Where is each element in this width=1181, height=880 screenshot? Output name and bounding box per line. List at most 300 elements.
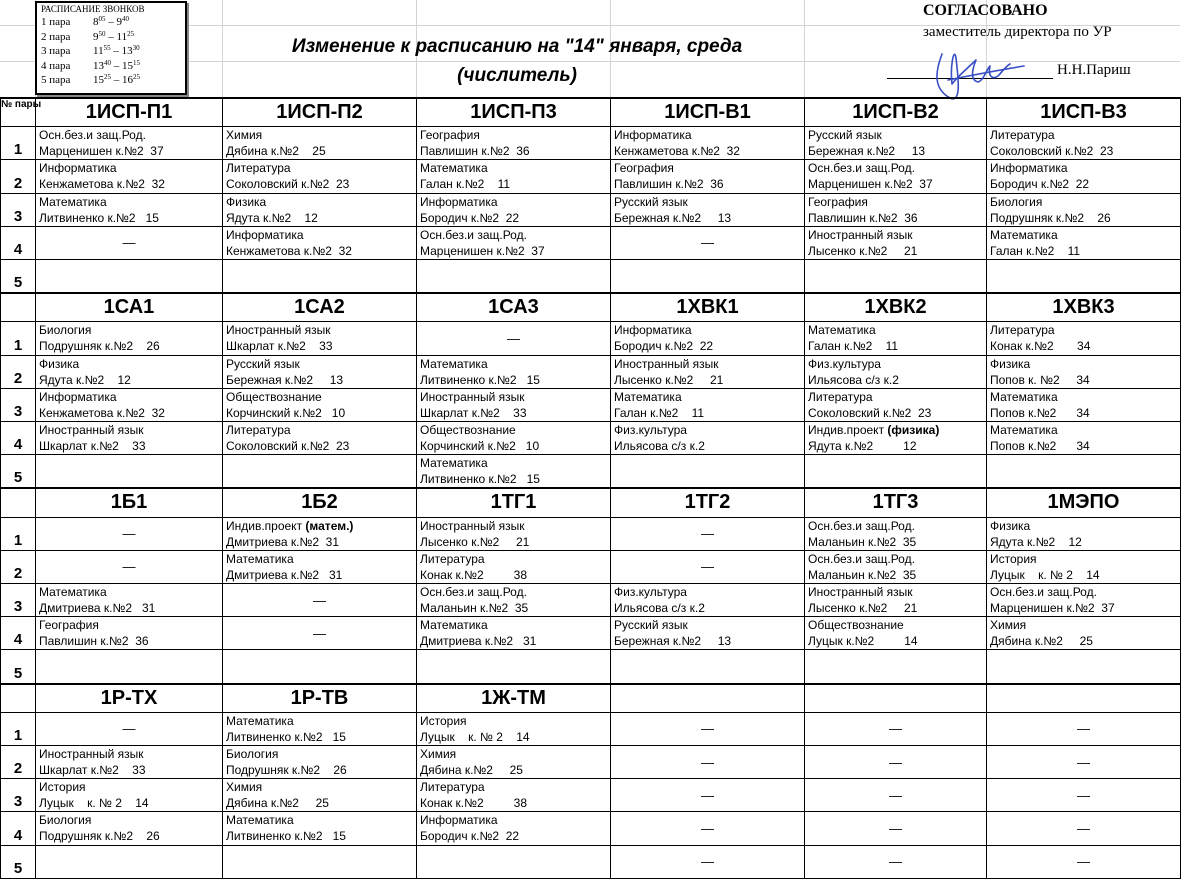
teacher-room: Дмитриева к.№2 31	[39, 600, 156, 615]
subject-name: Иностранный язык	[226, 323, 331, 338]
bell-time-separator: –	[105, 16, 117, 28]
subject-line	[987, 322, 1180, 338]
lesson-cell	[611, 517, 805, 550]
teacher-room: Павлишин к.№2 36	[614, 177, 724, 192]
no-lesson-dash: —	[701, 787, 714, 803]
lesson-cell	[223, 355, 417, 388]
teacher-room: Кенжаметова к.№2 32	[614, 144, 740, 159]
subject-name: Физ.культура	[614, 584, 687, 599]
teacher-room: Луцык к. № 2 14	[39, 796, 149, 811]
lesson-cell	[987, 583, 1181, 616]
subject-name: Информатика	[39, 161, 117, 176]
lesson-cell	[805, 745, 987, 778]
lesson-cell	[987, 712, 1181, 745]
lesson-cell	[223, 193, 417, 226]
subject-line	[417, 422, 610, 438]
lesson-cell	[987, 455, 1181, 489]
group-name: 1Р-ТХ	[36, 684, 223, 713]
bell-end-hour: 15	[122, 59, 133, 72]
lesson-cell	[223, 322, 417, 355]
subject-name: Математика	[39, 194, 107, 209]
group-name: 1ТГ3	[805, 488, 987, 517]
subject-name: Иностранный язык	[420, 518, 525, 533]
teacher-room: Бережная к.№2 13	[614, 210, 732, 225]
lesson-cell	[417, 127, 611, 160]
lesson-cell	[417, 322, 611, 355]
subject-line	[417, 455, 610, 471]
group-name: 1СА3	[417, 293, 611, 322]
subject-line	[223, 713, 416, 729]
subject-name: Физика	[990, 356, 1031, 371]
lesson-cell	[223, 812, 417, 845]
lesson-cell	[987, 845, 1181, 878]
subject-name: География	[39, 618, 99, 633]
group-header-row	[1, 488, 1181, 517]
subject-line	[36, 356, 222, 372]
teacher-room: Соколовский к.№2 23	[808, 405, 932, 420]
lesson-cell	[223, 226, 417, 259]
bell-end-hour: 9	[116, 16, 122, 28]
subject-line	[36, 812, 222, 828]
lesson-cell	[805, 517, 987, 550]
lesson-cell	[987, 517, 1181, 550]
lesson-row	[1, 583, 1181, 616]
lesson-cell	[611, 127, 805, 160]
lesson-cell	[611, 583, 805, 616]
lesson-row	[1, 845, 1181, 878]
subject-name: Математика	[39, 584, 107, 599]
lesson-cell	[36, 517, 223, 550]
subject-line	[987, 617, 1180, 633]
lesson-cell	[417, 421, 611, 454]
lesson-row	[1, 779, 1181, 812]
lesson-cell	[987, 322, 1181, 355]
subject-name: Биология	[990, 194, 1043, 209]
lesson-cell	[417, 812, 611, 845]
subject-line	[36, 584, 222, 600]
subject-name: Обществознание	[226, 389, 322, 404]
bell-time	[93, 44, 140, 59]
teacher-room: Луцык к. № 2 14	[990, 567, 1100, 582]
subject-name: Информатика	[420, 194, 498, 209]
lesson-cell	[36, 193, 223, 226]
subject-line	[36, 422, 222, 438]
lesson-cell	[611, 779, 805, 812]
lesson-row	[1, 455, 1181, 489]
group-name: 1ТГ1	[417, 488, 611, 517]
bell-row	[41, 15, 185, 30]
subject-line	[987, 389, 1180, 405]
lesson-row	[1, 388, 1181, 421]
subject-name: Индив.проект	[226, 518, 303, 533]
subject-line	[987, 518, 1180, 534]
subject-name: Математика	[990, 227, 1058, 242]
lesson-cell	[611, 355, 805, 388]
bell-time	[93, 30, 134, 45]
pair-number: 3	[1, 779, 36, 812]
teacher-room: Соколовский к.№2 23	[990, 144, 1114, 159]
subject-line	[611, 422, 804, 438]
subject-name: Математика	[990, 389, 1058, 404]
no-lesson-dash: —	[122, 721, 136, 737]
subject-line	[417, 812, 610, 828]
lesson-cell	[987, 355, 1181, 388]
subject-line	[223, 160, 416, 176]
pair-number-header	[1, 488, 36, 517]
pair-number: 1	[1, 127, 36, 160]
subject-name: История	[39, 780, 86, 795]
subject-line	[223, 322, 416, 338]
lesson-cell	[417, 259, 611, 293]
group-name: 1ИСП-П1	[36, 98, 223, 127]
group-name: 1Б1	[36, 488, 223, 517]
lesson-cell	[223, 259, 417, 293]
no-lesson-dash: —	[701, 526, 714, 542]
subject-name: Химия	[420, 746, 457, 761]
teacher-room: Шкарлат к.№2 33	[226, 339, 333, 354]
subject-name: География	[420, 128, 480, 143]
subject-line	[611, 194, 804, 210]
bell-time-separator: –	[111, 74, 122, 86]
subject-line	[223, 518, 416, 534]
lesson-cell	[417, 712, 611, 745]
lesson-cell	[987, 550, 1181, 583]
lesson-cell	[223, 617, 417, 650]
group-name	[805, 684, 987, 713]
subject-name: Русский язык	[808, 128, 882, 143]
lesson-row	[1, 160, 1181, 193]
subject-name: Обществознание	[420, 422, 516, 437]
bell-schedule-title: РАСПИСАНИЕ ЗВОНКОВ	[41, 4, 145, 14]
bell-time	[93, 73, 140, 88]
lesson-cell	[611, 650, 805, 684]
group-name	[987, 684, 1181, 713]
lesson-cell	[805, 127, 987, 160]
subject-line	[417, 713, 610, 729]
title-line-2: (числитель)	[457, 65, 577, 86]
bell-end-minute: 30	[132, 44, 140, 52]
teacher-room: Корчинский к.№2 10	[226, 405, 346, 420]
bell-pair-label: 5 пара	[41, 74, 71, 86]
subject-name: География	[808, 194, 868, 209]
pair-number: 5	[1, 845, 36, 878]
teacher-room: Литвиненко к.№2 15	[226, 729, 346, 744]
no-lesson-dash: —	[701, 235, 714, 251]
subject-name: Литература	[990, 323, 1055, 338]
bell-start-hour: 8	[93, 16, 99, 28]
no-lesson-dash: —	[1077, 820, 1090, 836]
bell-end-hour: 16	[122, 74, 133, 86]
lesson-cell	[36, 355, 223, 388]
subject-line	[987, 227, 1180, 243]
teacher-room: Дмитриева к.№2 31	[226, 567, 343, 582]
subject-line	[417, 584, 610, 600]
subject-line	[987, 127, 1180, 143]
bell-pair-label: 2 пара	[41, 30, 71, 43]
subject-line	[223, 551, 416, 567]
lesson-row	[1, 812, 1181, 845]
subject-name: Биология	[39, 813, 92, 828]
lesson-cell	[611, 226, 805, 259]
teacher-room: Ильясова с/з к.2	[614, 438, 705, 453]
teacher-room: Дмитриева к.№2 31	[420, 634, 537, 649]
lesson-cell	[987, 779, 1181, 812]
subject-name: История	[420, 713, 467, 728]
subject-line	[611, 389, 804, 405]
subject-line	[223, 812, 416, 828]
bell-end-hour: 11	[116, 30, 128, 43]
subject-name: Информатика	[990, 161, 1068, 176]
lesson-cell	[36, 322, 223, 355]
lesson-cell	[223, 779, 417, 812]
no-lesson-dash: —	[889, 854, 902, 870]
subject-name: Математика	[226, 713, 294, 728]
lesson-cell	[417, 160, 611, 193]
lesson-cell	[805, 421, 987, 454]
subject-line	[223, 779, 416, 795]
teacher-room: Кенжаметова к.№2 32	[39, 405, 165, 420]
group-name: 1ИСП-В1	[611, 98, 805, 127]
subject-line	[805, 160, 986, 176]
subject-name: Литература	[808, 389, 873, 404]
bell-pair-label: 3 пара	[41, 45, 71, 57]
subject-name: География	[614, 161, 674, 176]
teacher-room: Шкарлат к.№2 33	[39, 762, 146, 777]
subject-name: Иностранный язык	[808, 227, 913, 242]
subject-line	[805, 551, 986, 567]
bell-end-minute: 25	[127, 29, 135, 38]
lesson-cell	[611, 712, 805, 745]
subject-line	[987, 422, 1180, 438]
lesson-cell	[223, 712, 417, 745]
pair-number: 2	[1, 160, 36, 193]
lesson-row	[1, 745, 1181, 778]
subject-name: Литература	[226, 161, 291, 176]
subject-name: Литература	[990, 128, 1055, 143]
lesson-cell	[611, 388, 805, 421]
subject-name: Осн.без.и защ.Род.	[990, 584, 1097, 599]
no-lesson-dash: —	[1077, 754, 1090, 770]
lesson-cell	[223, 388, 417, 421]
subject-name: Литература	[420, 551, 485, 566]
lesson-cell	[805, 355, 987, 388]
teacher-room: Павлишин к.№2 36	[420, 144, 530, 159]
teacher-room: Галан к.№2 11	[614, 405, 705, 420]
teacher-room: Ядута к.№2 12	[808, 438, 917, 453]
subject-line	[805, 227, 986, 243]
lesson-cell	[987, 160, 1181, 193]
teacher-room: Корчинский к.№2 10	[420, 438, 540, 453]
bell-start-hour: 15	[93, 74, 104, 86]
subject-line	[36, 322, 222, 338]
lesson-cell	[611, 193, 805, 226]
subject-line	[223, 356, 416, 372]
no-lesson-dash: —	[313, 625, 326, 641]
subject-name: Математика	[990, 422, 1058, 437]
subject-name: Информатика	[39, 389, 117, 404]
lesson-cell	[223, 160, 417, 193]
subject-line	[223, 127, 416, 143]
lesson-cell	[805, 226, 987, 259]
lesson-row	[1, 617, 1181, 650]
lesson-cell	[223, 517, 417, 550]
bell-time-separator: –	[111, 59, 122, 72]
lesson-cell	[36, 455, 223, 489]
bell-row	[41, 44, 185, 59]
teacher-room: Галан к.№2 11	[808, 339, 899, 354]
teacher-room: Галан к.№2 11	[420, 177, 511, 192]
group-name	[611, 684, 805, 713]
lesson-cell	[987, 421, 1181, 454]
subject-line	[36, 160, 222, 176]
lesson-cell	[36, 226, 223, 259]
bell-pair-label: 1 пара	[41, 16, 71, 28]
lesson-cell	[223, 845, 417, 878]
bell-start-minute: 40	[104, 58, 111, 67]
lesson-cell	[36, 617, 223, 650]
lesson-cell	[417, 388, 611, 421]
subject-line	[805, 389, 986, 405]
pair-number: 4	[1, 421, 36, 454]
group-name: 1Р-ТВ	[223, 684, 417, 713]
teacher-room: Кенжаметова к.№2 32	[226, 243, 352, 258]
teacher-room: Бережная к.№2 13	[226, 372, 344, 387]
pair-number-header	[1, 293, 36, 322]
subject-line	[611, 127, 804, 143]
teacher-room: Маланьин к.№2 35	[808, 567, 917, 582]
lesson-cell	[805, 160, 987, 193]
lesson-cell	[987, 226, 1181, 259]
group-name: 1ИСП-В2	[805, 98, 987, 127]
teacher-room: Литвиненко к.№2 15	[39, 210, 159, 225]
lesson-cell	[223, 650, 417, 684]
pair-number: 5	[1, 259, 36, 293]
lesson-cell	[611, 617, 805, 650]
teacher-room: Попов к.№2 34	[990, 405, 1090, 420]
teacher-room: Маланьин к.№2 35	[808, 534, 917, 549]
lesson-cell	[36, 745, 223, 778]
subject-name: Осн.без.и защ.Род.	[420, 584, 527, 599]
lesson-cell	[611, 259, 805, 293]
lesson-cell	[417, 550, 611, 583]
subject-name: Математика	[808, 323, 876, 338]
lesson-row	[1, 322, 1181, 355]
bell-time	[93, 15, 129, 30]
group-name: 1ИСП-В3	[987, 98, 1181, 127]
subject-line	[805, 617, 986, 633]
bell-time	[93, 59, 140, 74]
lesson-cell	[987, 193, 1181, 226]
bell-end-minute: 40	[122, 15, 129, 23]
lesson-cell	[36, 650, 223, 684]
teacher-room: Лысенко к.№2 21	[420, 534, 530, 549]
teacher-room: Галан к.№2 11	[990, 243, 1081, 258]
teacher-room: Ядута к.№2 12	[39, 372, 131, 387]
lesson-cell	[36, 421, 223, 454]
lesson-cell	[36, 812, 223, 845]
subject-name: Осн.без.и защ.Род.	[808, 518, 915, 533]
lesson-row	[1, 226, 1181, 259]
subject-line	[36, 617, 222, 633]
no-lesson-dash: —	[889, 787, 902, 803]
lesson-cell	[223, 583, 417, 616]
approval-position: заместитель директора по УР	[923, 24, 1112, 40]
no-lesson-dash: —	[701, 820, 714, 836]
lesson-row	[1, 712, 1181, 745]
subject-name: Информатика	[420, 813, 498, 828]
bell-row	[41, 73, 185, 88]
bell-start-minute: 55	[103, 44, 111, 52]
no-lesson-dash: —	[507, 330, 520, 346]
bell-start-minute: 25	[104, 73, 111, 81]
group-name: 1СА2	[223, 293, 417, 322]
approval-title: СОГЛАСОВАНО	[923, 2, 1048, 19]
subject-note: (физика)	[887, 422, 940, 437]
lesson-cell	[417, 517, 611, 550]
bell-end-hour: 13	[121, 45, 133, 57]
subject-name: Осн.без.и защ.Род.	[808, 161, 915, 176]
subject-line	[417, 356, 610, 372]
teacher-room: Дябина к.№2 25	[420, 762, 523, 777]
group-name: 1ТГ2	[611, 488, 805, 517]
bell-start-minute: 05	[98, 15, 106, 23]
subject-name: Осн.без.и защ.Род.	[39, 128, 146, 143]
subject-name: Иностранный язык	[614, 356, 719, 371]
lesson-row	[1, 421, 1181, 454]
subject-name: Физика	[990, 518, 1031, 533]
teacher-room: Конак к.№2 38	[420, 567, 528, 582]
teacher-room: Дябина к.№2 25	[226, 796, 329, 811]
subject-line	[805, 194, 986, 210]
bell-start-hour: 9	[93, 30, 99, 43]
subject-name: Химия	[226, 128, 263, 143]
document-header	[0, 0, 1180, 98]
subject-name: Иностранный язык	[39, 422, 144, 437]
subject-line	[36, 194, 222, 210]
subject-line	[987, 160, 1180, 176]
pair-number: 5	[1, 455, 36, 489]
no-lesson-dash: —	[1077, 854, 1090, 870]
subject-line	[417, 518, 610, 534]
teacher-room: Конак к.№2 38	[420, 796, 528, 811]
lesson-cell	[36, 259, 223, 293]
subject-name: Индив.проект	[808, 422, 885, 437]
subject-name: Химия	[990, 618, 1027, 633]
lesson-cell	[223, 455, 417, 489]
subject-line	[611, 160, 804, 176]
lesson-cell	[805, 812, 987, 845]
teacher-room: Соколовский к.№2 23	[226, 177, 350, 192]
subject-name: Математика	[420, 618, 488, 633]
subject-name: Иностранный язык	[420, 389, 525, 404]
teacher-room: Павлишин к.№2 36	[808, 210, 918, 225]
lesson-row	[1, 355, 1181, 388]
subject-name: Русский язык	[614, 618, 688, 633]
teacher-room: Лысенко к.№2 21	[808, 600, 918, 615]
lesson-cell	[987, 650, 1181, 684]
lesson-cell	[805, 650, 987, 684]
no-lesson-dash: —	[122, 559, 136, 575]
subject-line	[223, 422, 416, 438]
subject-line	[805, 422, 986, 438]
bell-start-minute: 50	[98, 29, 106, 38]
subject-name: Информатика	[614, 128, 692, 143]
pair-number: 4	[1, 617, 36, 650]
lesson-cell	[223, 127, 417, 160]
subject-name: Физика	[39, 356, 80, 371]
lesson-cell	[611, 455, 805, 489]
lesson-cell	[36, 388, 223, 421]
